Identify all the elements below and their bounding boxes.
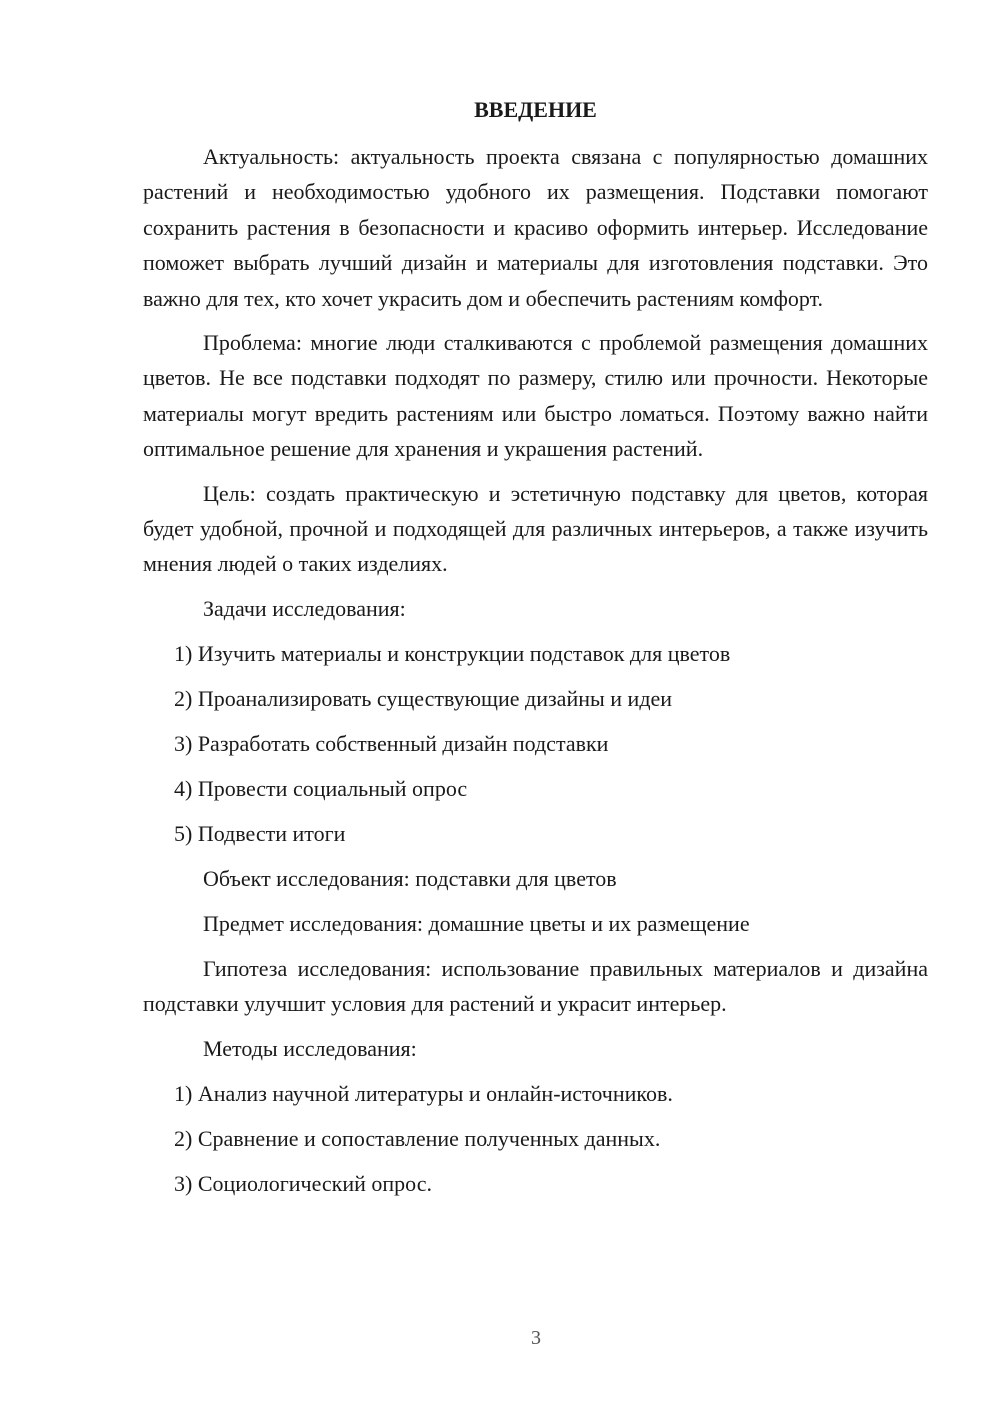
goal-paragraph: Цель: создать практическую и эстетичную подставку для цветов, которая будет удобной, прочной и подходящей для различных интерьеров, а также изучить мнения людей о таких изделиях.	[143, 480, 928, 577]
list-item: 2) Сравнение и сопоставление полученных данных.	[174, 1125, 661, 1151]
list-item: 5) Подвести итоги	[174, 820, 346, 846]
page-number: 3	[531, 1327, 541, 1349]
tasks-title: Задачи исследования:	[203, 595, 406, 621]
methods-list	[143, 1076, 928, 1201]
list-item: 2) Проанализировать существующие дизайны и идеи	[174, 685, 673, 711]
object-line: Объект исследования: подставки для цветов	[203, 865, 617, 891]
problem-paragraph: Проблема: многие люди сталкиваются с проблемой размещения домашних цветов. Не все подставки подходят по размеру, стилю или прочности. Некоторые материалы могут вредить растениям или быстро ломаться. Поэтому важно найти оптимальное решение для хранения и украшения растений.	[143, 330, 928, 462]
list-item: 1) Анализ научной литературы и онлайн-источников.	[174, 1080, 673, 1106]
hypothesis-paragraph: Гипотеза исследования: использование правильных материалов и дизайна подставки улучшит условия для растений и украсит интерьер.	[143, 955, 928, 1017]
section-heading: ВВЕДЕНИЕ	[474, 97, 597, 122]
list-item: 1) Изучить материалы и конструкции подставок для цветов	[174, 640, 731, 666]
list-item: 3) Разработать собственный дизайн подставки	[174, 730, 609, 756]
list-item: 4) Провести социальный опрос	[174, 775, 468, 801]
list-item: 3) Социологический опрос.	[174, 1170, 432, 1196]
tasks-list	[143, 636, 928, 851]
document-page	[143, 90, 928, 1211]
methods-title: Методы исследования:	[203, 1035, 417, 1061]
relevance-paragraph: Актуальность: актуальность проекта связана с популярностью домашних растений и необходимостью удобного их размещения. Подставки помогают сохранить растения в безопасности и красиво оформить интерьер. Исследование поможет выбрать лучший дизайн и материалы для изготовления подставки. Это важно для тех, кто хочет украсить дом и обеспечить растениям комфорт.	[143, 144, 928, 311]
subject-line: Предмет исследования: домашние цветы и их размещение	[203, 910, 750, 936]
